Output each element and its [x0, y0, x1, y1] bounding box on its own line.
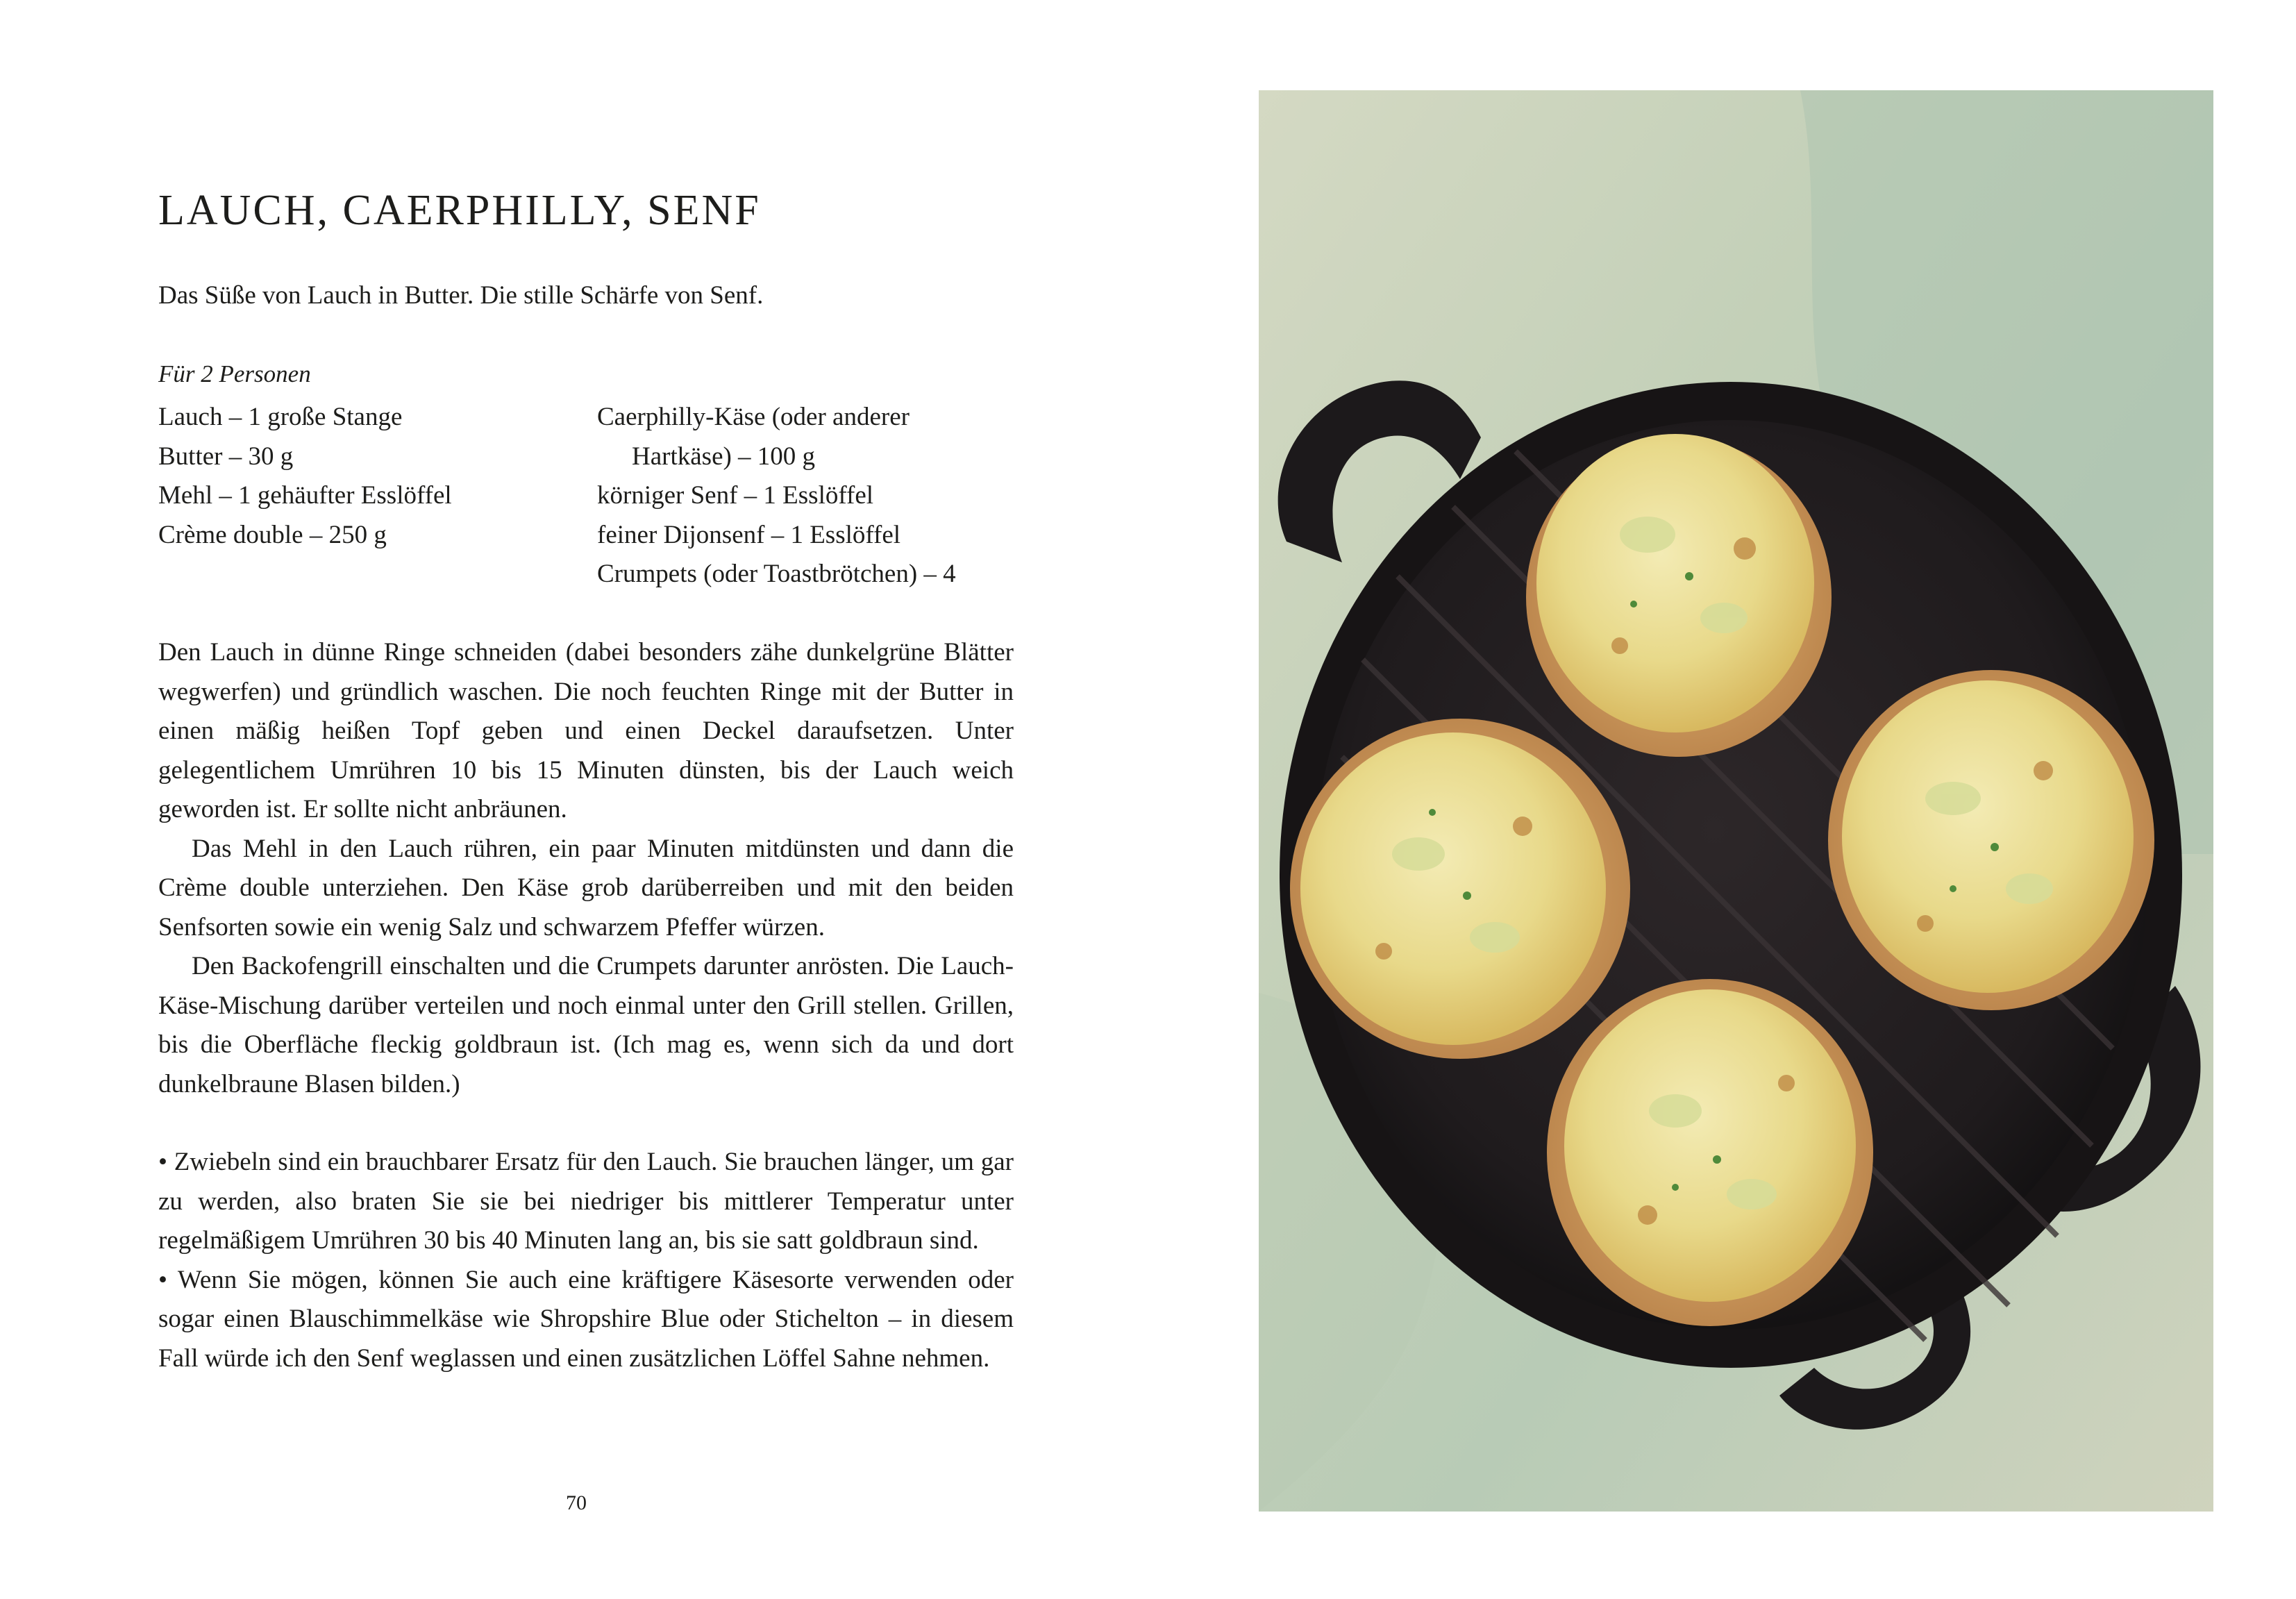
ingredient-item: Caerphilly-Käse (oder anderer: [597, 403, 910, 431]
food-photo: [1259, 90, 2213, 1512]
ingredient-item: Crumpets (oder Toastbrötchen) – 4: [597, 560, 956, 588]
ingredient-item-continued: Hartkäse) – 100 g: [632, 442, 816, 471]
ingredient-item: Mehl – 1 gehäufter Esslöffel: [158, 481, 452, 510]
method-paragraph: Den Lauch in dünne Ringe schneiden (dabei besonders zähe dunkelgrüne Blätter wegwerfen) und gründlich waschen. Die noch feuchten Ringe mit der Butter in einen mäßig heißen Topf geben und einen Deckel daraufsetzen. Unter gelegentlichem Umrühren 10 bis 15 Minuten dünsten, bis der Lauch weich geworden ist. Er sollte nicht anbräunen.: [158, 638, 1014, 823]
servings: Für 2 Personen: [158, 360, 311, 387]
ingredient-item: feiner Dijonsenf – 1 Esslöffel: [597, 520, 901, 549]
ingredients-right: [597, 398, 956, 594]
method-paragraph: Das Mehl in den Lauch rühren, ein paar Minuten mitdünsten und dann die Crème double unterziehen. Den Käse grob darüberreiben und mit den beiden Senfsorten sowie ein wenig Salz und schwarzem Pfeffer würzen.: [158, 834, 1014, 941]
method-text: [158, 633, 1014, 1104]
method-paragraph: Den Backofengrill einschalten und die Crumpets darunter anrösten. Die Lauch-Käse-Mischung darüber verteilen und noch einmal unter den Grill stellen. Grillen, bis die Oberfläche fleckig goldbraun ist. (Ich mag es, wenn sich da und dort dunkelbraune Blasen bilden.): [158, 952, 1014, 1098]
crumpet-bottom: [1547, 979, 1873, 1326]
crumpet-right: [1828, 670, 2154, 1010]
ingredient-item: Butter – 30 g: [158, 442, 294, 471]
ingredient-item: Crème double – 250 g: [158, 520, 387, 549]
page-number: 70: [566, 1491, 587, 1514]
crumpet-left: [1290, 719, 1630, 1059]
ingredient-item: körniger Senf – 1 Esslöffel: [597, 481, 874, 510]
recipe-title: LAUCH, CAERPHILLY, SENF: [158, 187, 761, 234]
recipe-intro: Das Süße von Lauch in Butter. Die stille Schärfe von Senf.: [158, 281, 764, 310]
note-item: • Zwiebeln sind ein brauchbarer Ersatz für den Lauch. Sie brauchen länger, um gar zu werden, also braten Sie sie bei niedriger bis mittlerer Temperatur unter regelmäßigem Umrühren 30 bis 40 Minuten lang an, bis sie satt goldbraun sind.: [158, 1148, 1014, 1255]
note-item: • Wenn Sie mögen, können Sie auch eine kräftigere Käsesorte verwenden oder sogar einen Blauschimmelkäse wie Shropshire Blue oder Stichelton – in diesem Fall würde ich den Senf weglassen und einen zusätzlichen Löffel Sahne nehmen.: [158, 1265, 1014, 1373]
ingredient-item: Lauch – 1 große Stange: [158, 403, 403, 431]
recipe-notes: [158, 1143, 1014, 1378]
ingredients-left: [158, 398, 452, 555]
